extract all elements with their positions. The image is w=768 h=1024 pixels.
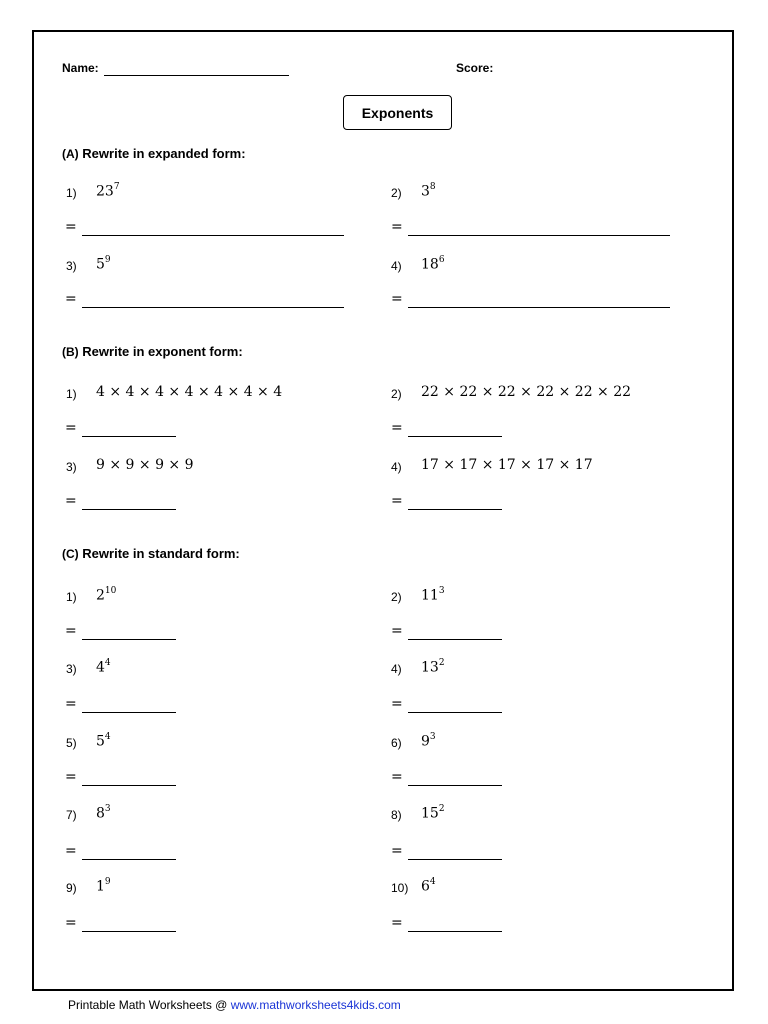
a-answer-4-equals: =: [391, 291, 403, 307]
b-answer-1-equals: =: [65, 420, 77, 436]
b-answer-4-line[interactable]: [408, 509, 502, 510]
b-answer-2-line[interactable]: [408, 436, 502, 437]
b-item-3-number: 3): [66, 460, 77, 474]
c-answer-6-equals: =: [391, 769, 403, 785]
c-item-9-exponent: 9: [104, 877, 111, 887]
c-answer-3-equals: =: [65, 696, 77, 712]
a-item-3-exponent: 9: [104, 255, 111, 265]
c-item-1-exponent: 10: [104, 586, 117, 596]
c-answer-7-line[interactable]: [82, 859, 176, 860]
b-item-1-number: 1): [66, 387, 77, 401]
b-answer-3-equals: =: [65, 493, 77, 509]
c-item-9-number: 9): [66, 881, 77, 895]
a-answer-3-equals: =: [65, 291, 77, 307]
c-answer-9-equals: =: [65, 915, 77, 931]
c-answer-2-equals: =: [391, 623, 403, 639]
c-item-8-exponent: 2: [438, 804, 445, 814]
c-item-4-base: 13: [421, 659, 439, 676]
c-answer-4-equals: =: [391, 696, 403, 712]
c-item-5-number: 5): [66, 736, 77, 750]
c-answer-8-line[interactable]: [408, 859, 502, 860]
worksheet-title: Exponents: [343, 95, 452, 130]
a-item-1-expression: [96, 183, 120, 200]
a-item-2-base: 3: [421, 183, 430, 200]
c-item-9-base: 1: [96, 878, 105, 895]
b-answer-1-line[interactable]: [82, 436, 176, 437]
c-item-6-number: 6): [391, 736, 402, 750]
c-answer-2-line[interactable]: [408, 639, 502, 640]
section-b-title: Rewrite in exponent form:: [82, 344, 243, 359]
section-a-heading: [62, 146, 246, 161]
c-item-3-base: 4: [96, 659, 105, 676]
section-b-heading: [62, 344, 243, 359]
c-item-4-expression: [421, 659, 445, 676]
section-a-title: Rewrite in expanded form:: [82, 146, 246, 161]
footer: [68, 998, 401, 1012]
b-answer-3-line[interactable]: [82, 509, 176, 510]
a-item-2-number: 2): [391, 186, 402, 200]
b-item-2-expression: 22 × 22 × 22 × 22 × 22 × 22: [421, 384, 632, 400]
c-item-10-number: 10): [391, 881, 409, 895]
c-answer-10-equals: =: [391, 915, 403, 931]
c-answer-5-line[interactable]: [82, 785, 176, 786]
a-item-4-base: 18: [421, 256, 439, 273]
name-label: Name:: [62, 61, 99, 75]
section-a-letter: (A): [62, 147, 79, 161]
a-item-4-number: 4): [391, 259, 402, 273]
c-answer-10-line[interactable]: [408, 931, 502, 932]
c-item-1-base: 2: [96, 587, 105, 604]
a-answer-1-line[interactable]: [82, 235, 344, 236]
a-answer-2-line[interactable]: [408, 235, 670, 236]
section-c-title: Rewrite in standard form:: [82, 546, 240, 561]
a-item-2-exponent: 8: [429, 182, 436, 192]
c-item-6-expression: [421, 733, 436, 750]
b-item-4-expression: 17 × 17 × 17 × 17 × 17: [421, 457, 593, 473]
c-item-4-number: 4): [391, 662, 402, 676]
name-line: [104, 75, 289, 76]
c-answer-8-equals: =: [391, 843, 403, 859]
c-item-10-exponent: 4: [429, 877, 436, 887]
section-c-heading: [62, 546, 240, 561]
c-item-5-exponent: 4: [104, 732, 111, 742]
c-item-8-number: 8): [391, 808, 402, 822]
c-item-7-number: 7): [66, 808, 77, 822]
b-item-3-expression: 9 × 9 × 9 × 9: [96, 457, 194, 473]
c-item-9-expression: [96, 878, 111, 895]
c-item-2-expression: [421, 587, 445, 604]
c-answer-9-line[interactable]: [82, 931, 176, 932]
c-item-1-expression: [96, 587, 116, 604]
a-item-1-base: 23: [96, 183, 114, 200]
c-item-10-base: 6: [421, 878, 430, 895]
score-label: Score:: [456, 61, 494, 75]
a-answer-2-equals: =: [391, 219, 403, 235]
a-answer-4-line[interactable]: [408, 307, 670, 308]
a-item-2-expression: [421, 183, 436, 200]
c-item-2-base: 11: [421, 587, 439, 604]
c-answer-1-equals: =: [65, 623, 77, 639]
footer-link[interactable]: www.mathworksheets4kids.com: [230, 998, 401, 1012]
c-answer-5-equals: =: [65, 769, 77, 785]
c-item-3-number: 3): [66, 662, 77, 676]
c-item-8-expression: [421, 805, 445, 822]
section-c-letter: (C): [62, 547, 79, 561]
c-item-3-exponent: 4: [104, 658, 111, 668]
c-item-3-expression: [96, 659, 111, 676]
c-item-7-exponent: 3: [104, 804, 111, 814]
c-item-4-exponent: 2: [438, 658, 445, 668]
a-answer-3-line[interactable]: [82, 307, 344, 308]
c-item-7-expression: [96, 805, 111, 822]
c-item-5-expression: [96, 733, 111, 750]
c-item-7-base: 8: [96, 805, 105, 822]
footer-text: Printable Math Worksheets @: [68, 998, 231, 1012]
b-item-4-number: 4): [391, 460, 402, 474]
a-item-3-expression: [96, 256, 111, 273]
c-item-8-base: 15: [421, 805, 439, 822]
c-item-6-exponent: 3: [429, 732, 436, 742]
c-item-2-exponent: 3: [438, 586, 445, 596]
c-item-1-number: 1): [66, 590, 77, 604]
c-item-5-base: 5: [96, 733, 105, 750]
worksheet-border: [32, 30, 734, 991]
c-item-6-base: 9: [421, 733, 430, 750]
c-answer-4-line[interactable]: [408, 712, 502, 713]
c-answer-1-line[interactable]: [82, 639, 176, 640]
c-item-10-expression: [421, 878, 436, 895]
a-item-1-number: 1): [66, 186, 77, 200]
section-b-letter: (B): [62, 345, 79, 359]
c-answer-7-equals: =: [65, 843, 77, 859]
c-answer-3-line[interactable]: [82, 712, 176, 713]
a-item-4-exponent: 6: [438, 255, 445, 265]
a-item-1-exponent: 7: [113, 182, 120, 192]
a-item-4-expression: [421, 256, 445, 273]
a-item-3-number: 3): [66, 259, 77, 273]
b-item-1-expression: 4 × 4 × 4 × 4 × 4 × 4 × 4: [96, 384, 283, 400]
b-answer-2-equals: =: [391, 420, 403, 436]
c-answer-6-line[interactable]: [408, 785, 502, 786]
c-item-2-number: 2): [391, 590, 402, 604]
a-item-3-base: 5: [96, 256, 105, 273]
b-item-2-number: 2): [391, 387, 402, 401]
a-answer-1-equals: =: [65, 219, 77, 235]
b-answer-4-equals: =: [391, 493, 403, 509]
